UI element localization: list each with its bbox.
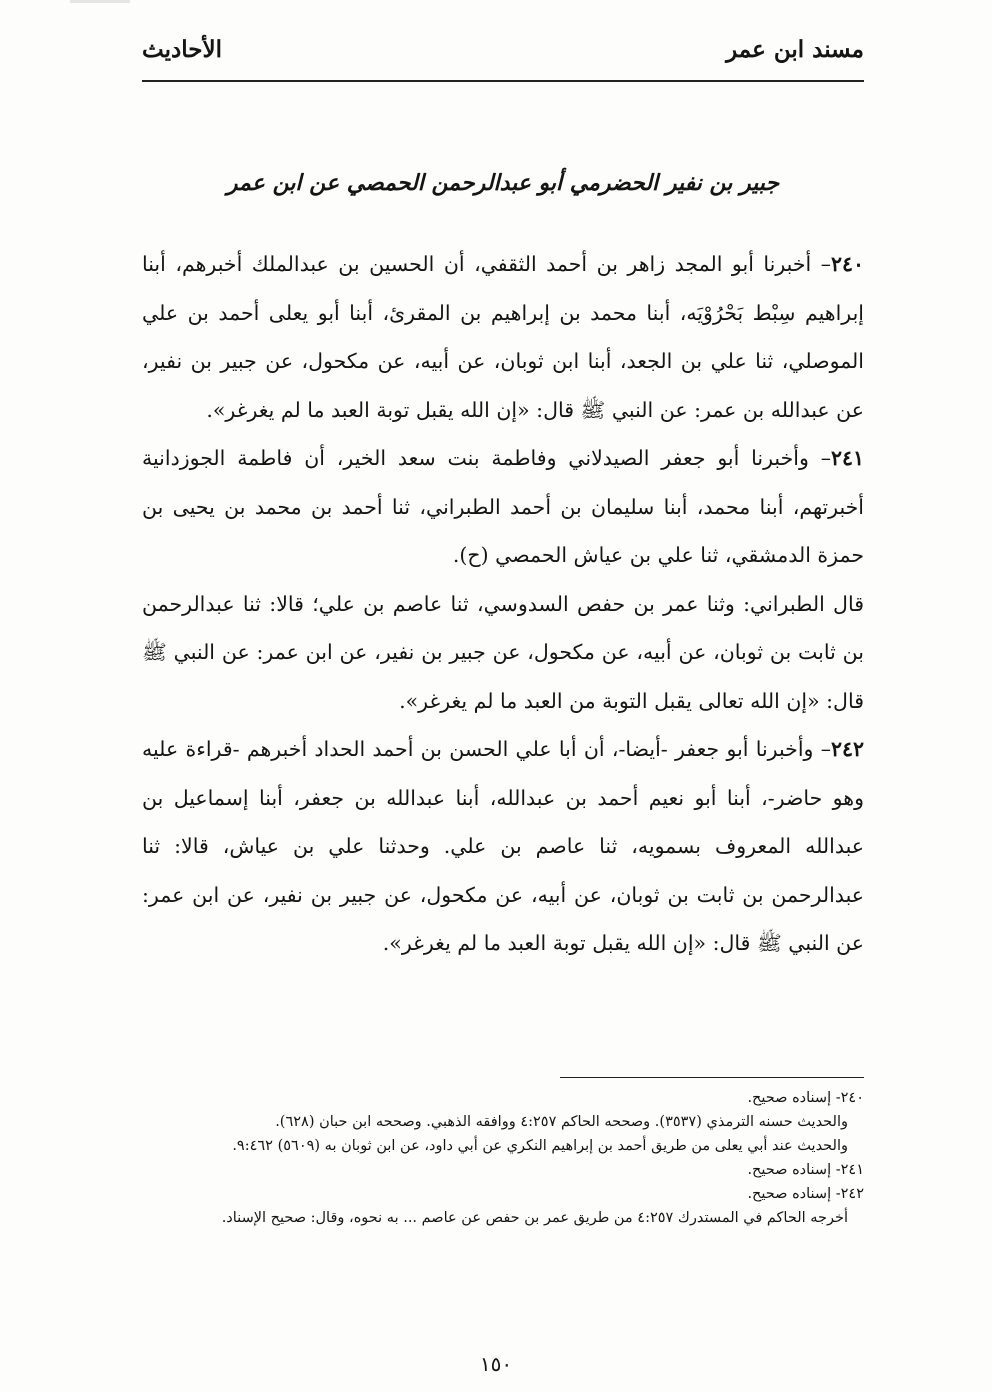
hadith-paragraph xyxy=(142,725,864,968)
footnote-line: أخرجه الحاكم في المستدرك ٤:٢٥٧ من طريق عمر بن حفص عن عاصم ... به نحوه، وقال: صحيح الإسناد. xyxy=(221,1210,848,1226)
hadith-paragraph xyxy=(142,580,864,726)
footnote-rule xyxy=(560,1077,864,1078)
hadith-text: – أخبرنا أبو المجد زاهر بن أحمد الثقفي، أن الحسين بن عبدالملك أخبرهم، أبنا إبراهيم سِبْط بَحْرُوْيَه، أبنا محمد بن إبراهيم بن المقرئ، أبنا أبو يعلى أحمد بن علي الموصلي، ثنا علي بن الجعد، أبنا ابن ثوبان، عن أبيه، عن مكحول، عن جبير بن نفير، عن عبدالله بن عمر: عن النبي ﷺ قال: «إن الله يقبل توبة العبد ما لم يغرغر». xyxy=(142,252,864,422)
hadith-paragraph xyxy=(142,240,864,434)
header-rule xyxy=(142,80,864,82)
hadith-number: ٢٤٠ xyxy=(830,252,864,276)
section-title: الأحاديث xyxy=(142,36,222,63)
footnote-line: والحديث حسنه الترمذي (٣٥٣٧). وصححه الحاكم ٤:٢٥٧ ووافقه الذهبي. وصححه ابن حبان (٦٢٨). xyxy=(275,1114,848,1130)
main-text xyxy=(142,240,864,968)
hadith-text: – وأخبرنا أبو جعفر -أيضا-، أن أبا علي الحسن بن أحمد الحداد أخبرهم -قراءة عليه وهو حاضر-، أبنا أبو نعيم أحمد بن عبدالله، أبنا عبدالله بن جعفر، أبنا إسماعيل بن عبدالله المعروف بسمويه، ثنا عاصم بن علي. وحدثنا علي بن عياش، قالا: ثنا عبدالرحمن بن ثابت بن ثوبان، عن أبيه، عن مكحول، عن جبير بن نفير، عن ابن عمر: عن النبي ﷺ قال: «إن الله يقبل توبة العبد ما لم يغرغر». xyxy=(142,737,864,955)
hadith-text: قال الطبراني: وثنا عمر بن حفص السدوسي، ثنا عاصم بن علي؛ قالا: ثنا عبدالرحمن بن ثابت بن ثوبان، عن أبيه، عن مكحول، عن جبير بن نفير، عن ابن عمر: عن النبي ﷺ قال: «إن الله تعالى يقبل التوبة من العبد ما لم يغرغر». xyxy=(142,591,864,713)
footnote-line: ٢٤٠- إسناده صحيح. xyxy=(747,1090,864,1106)
scan-edge xyxy=(70,0,130,3)
hadith-text: – وأخبرنا أبو جعفر الصيدلاني وفاطمة بنت سعد الخير، أن فاطمة الجوزدانية أخبرتهم، أبنا محمد، أبنا سليمان بن أحمد الطبراني، ثنا أحمد بن محمد بن يحيى بن حمزة الدمشقي، ثنا علي بن عياش الحمصي (ح). xyxy=(142,446,864,567)
footnote-line: ٢٤١- إسناده صحيح. xyxy=(747,1162,864,1178)
hadith-number: ٢٤١ xyxy=(830,446,864,470)
footnote-line: ٢٤٢- إسناده صحيح. xyxy=(747,1186,864,1202)
running-header xyxy=(142,36,864,80)
chapter-heading: جبير بن نفير الحضرمي أبو عبدالرحمن الحمصي عن ابن عمر xyxy=(226,170,780,196)
footnotes xyxy=(142,1086,864,1230)
hadith-number: ٢٤٢ xyxy=(830,737,864,761)
footnote-line: والحديث عند أبي يعلى من طريق أحمد بن إبراهيم النكري عن أبي داود، عن ابن ثوبان به (٥٦٠٩) ٩:٤٦٢. xyxy=(232,1138,848,1154)
hadith-paragraph xyxy=(142,434,864,580)
book-title: مسند ابن عمر xyxy=(726,36,864,63)
page-number: ١٥٠ xyxy=(479,1352,513,1376)
